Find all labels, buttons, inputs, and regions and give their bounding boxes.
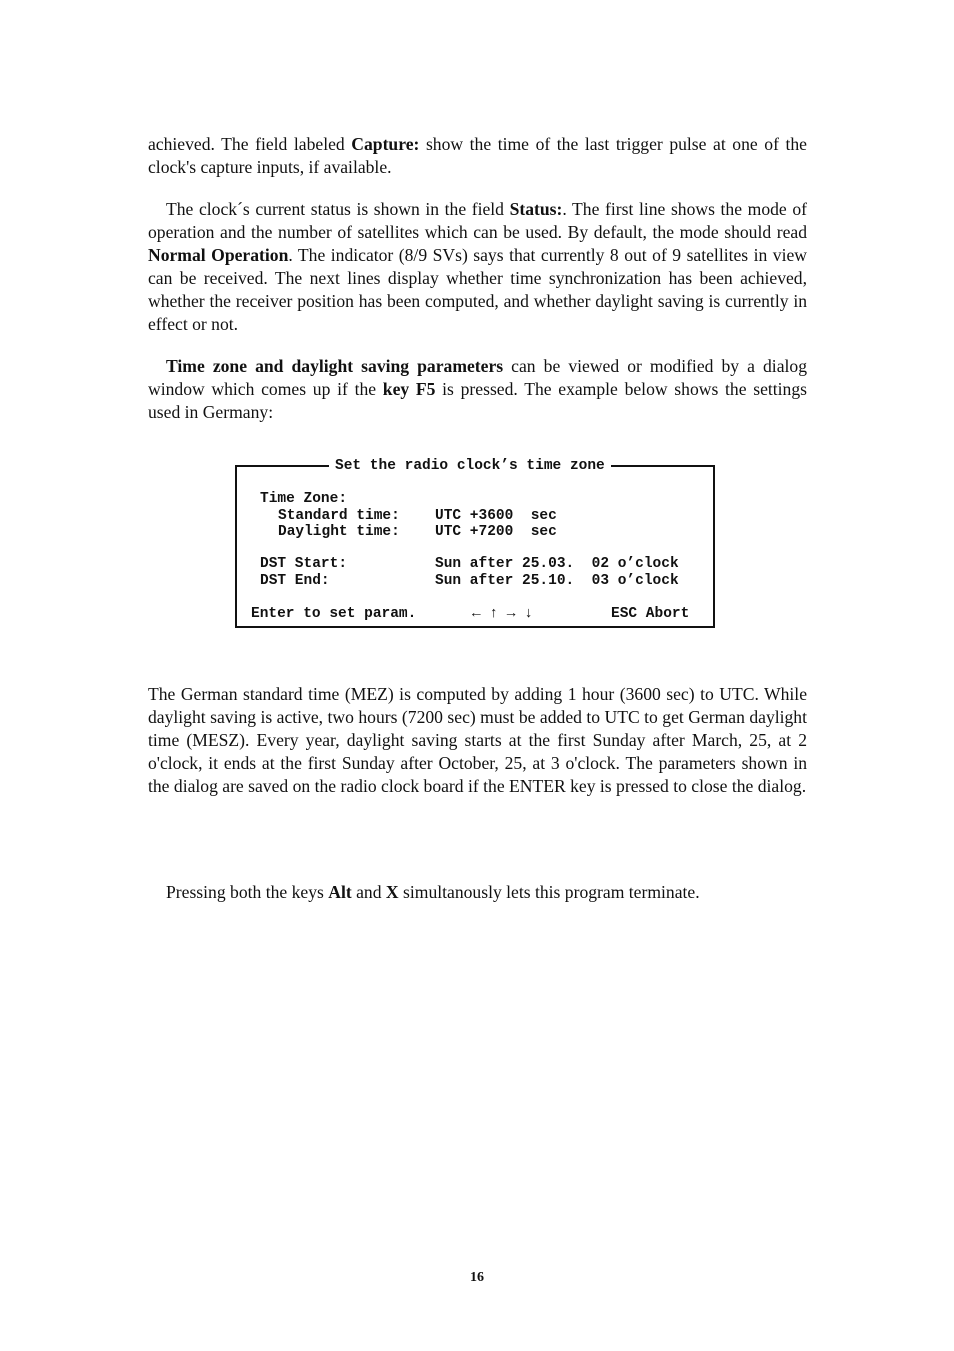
dst-end-label: DST End:: [260, 573, 330, 589]
paragraph-german-time: [148, 683, 807, 798]
standard-time-field[interactable]: UTC +3600 sec: [435, 508, 557, 524]
paragraph-time-zone: [148, 355, 807, 424]
daylight-time-label: Daylight time:: [278, 524, 400, 540]
daylight-time-field[interactable]: UTC +7200 sec: [435, 524, 557, 540]
text: . The indicator (8/9 SVs) says that currently 8 out of 9 satellites in view can be received. The next lines display whether time synchronization has been achieved, whether the receiver position has been computed, and whether daylight saving is currently in effect or not.: [148, 245, 807, 334]
bold-term: X: [385, 882, 399, 902]
dialog-title: Set the radio clock’s time zone: [329, 456, 611, 476]
time-zone-label: Time Zone:: [260, 491, 348, 507]
bold-term: Time zone and daylight saving parameters: [166, 356, 504, 376]
text: and: [351, 882, 386, 902]
dst-start-field[interactable]: Sun after 25.03. 02 o’clock: [435, 556, 679, 572]
dst-start-label: DST Start:: [260, 556, 348, 572]
text: show the time of the last trigger pulse at one of the clock's capture inputs, if available.: [148, 134, 807, 177]
enter-hint: Enter to set param.: [251, 606, 417, 622]
dst-end-field[interactable]: Sun after 25.10. 03 o’clock: [435, 573, 679, 589]
text: The German standard time (MEZ) is computed by adding 1 hour (3600 sec) to UTC. While daylight saving is active, two hours (7200 sec) must be added to UTC to get German daylight time (MESZ). Every year, daylight saving starts at the first Sunday after March, 25, at 2 o'clock, it ends at the first Sunday after October, 25, at 3 o'clock. The parameters shown in the dialog are saved on the radio clock board if the ENTER key is pressed to close the dialog.: [148, 684, 807, 796]
text: is pressed. The example below shows the settings used in Germany:: [148, 379, 807, 422]
text: The clock´s current status is shown in the field: [166, 199, 510, 219]
text: . The first line shows the mode of operation and the number of satellites which can be used. By default, the mode should read: [148, 199, 807, 242]
navigation-arrows-icon: ← ↑ → ↓: [472, 606, 533, 622]
text: Pressing both the keys: [166, 882, 329, 902]
paragraph-capture: [148, 133, 807, 179]
esc-abort-hint: ESC Abort: [611, 606, 690, 622]
bold-term: Status:: [509, 199, 563, 219]
page-number: 16: [470, 1270, 484, 1285]
text: simultanously lets this program terminate.: [398, 882, 700, 902]
bold-term: Alt: [328, 882, 352, 902]
paragraph-terminate: [148, 881, 807, 904]
time-zone-dialog: [235, 458, 715, 628]
bold-term: key F5: [382, 379, 436, 399]
bold-term: Normal Operation: [148, 245, 289, 265]
text: can be viewed or modified by a dialog window which comes up if the: [148, 356, 807, 399]
standard-time-label: Standard time:: [278, 508, 400, 524]
paragraph-status: [148, 198, 807, 336]
text: achieved. The field labeled: [148, 134, 352, 154]
bold-term: Capture:: [351, 134, 420, 154]
